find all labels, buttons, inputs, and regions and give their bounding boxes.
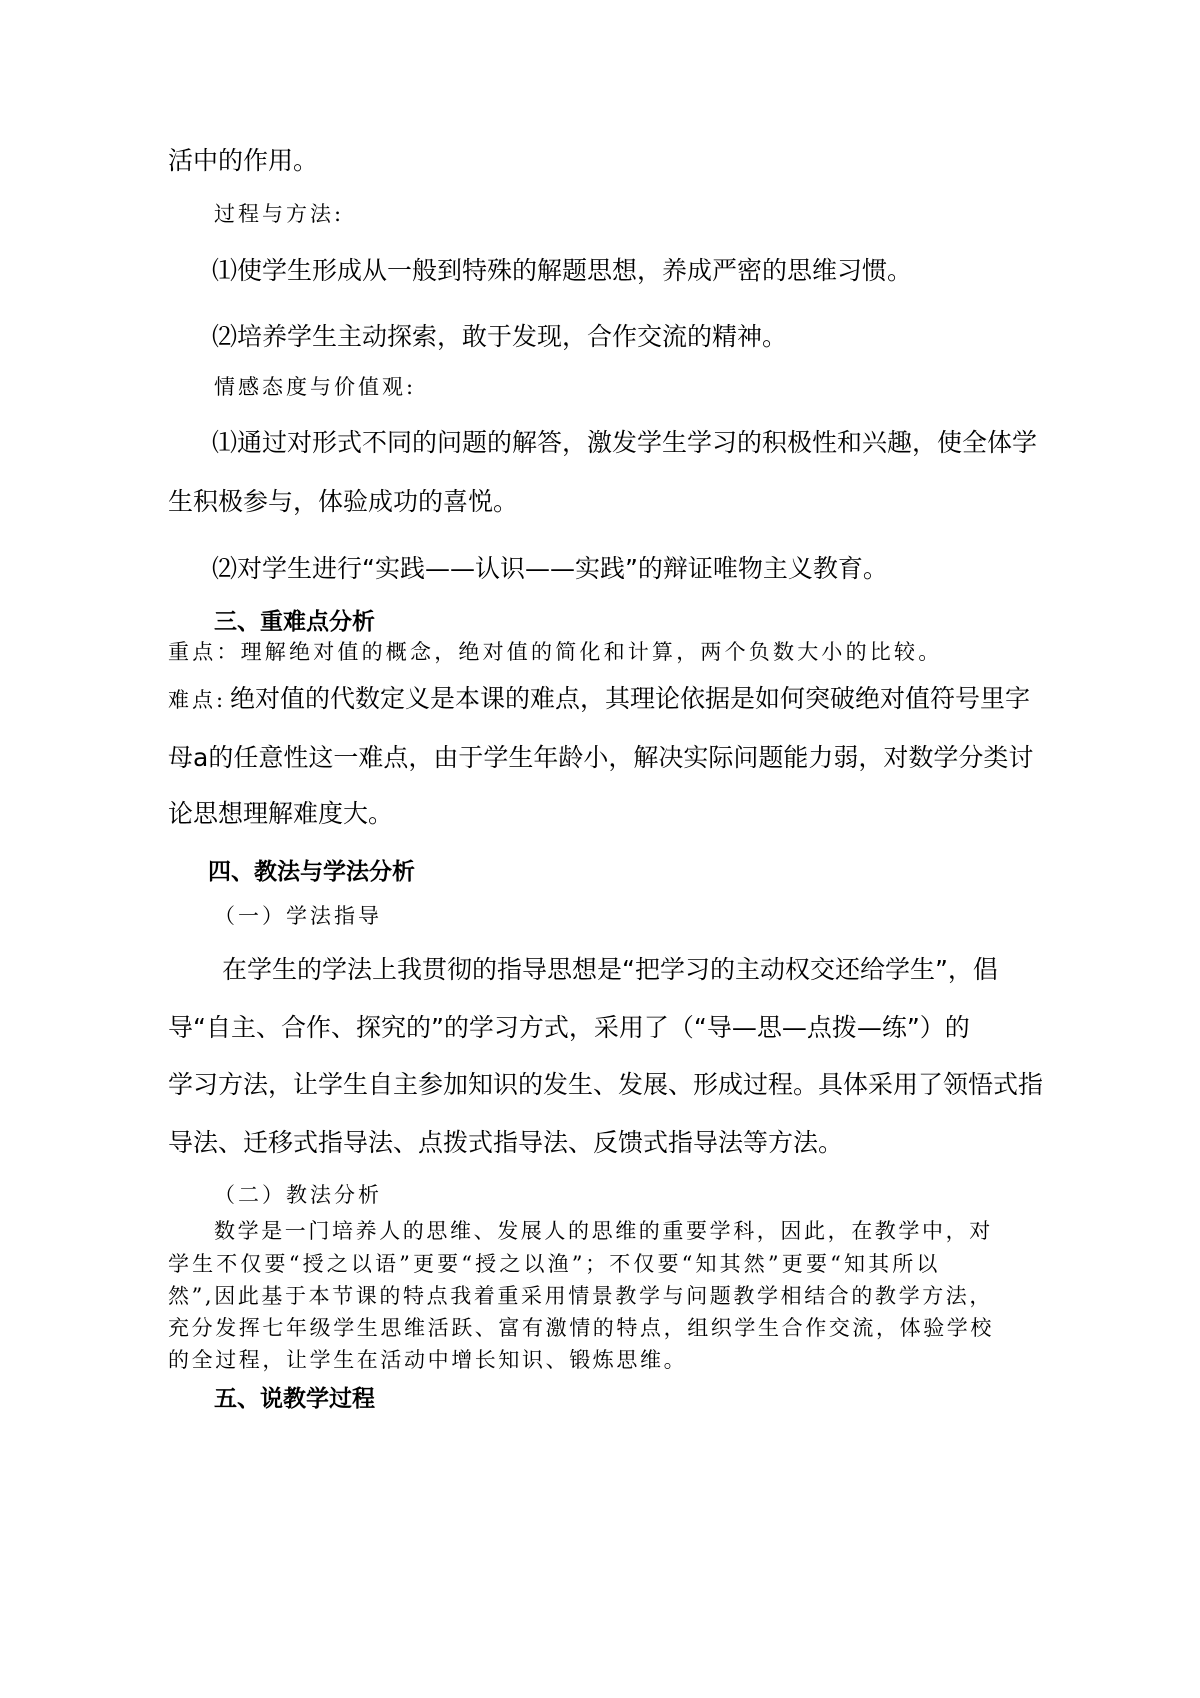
subsection-label: 过程与方法: — [214, 202, 345, 226]
key-point-line: 重点：理解绝对值的概念，绝对值的简化和计算，两个负数大小的比较。 — [168, 640, 943, 664]
paragraph-line: 的全过程，让学生在活动中增长知识、锻炼思维。 — [168, 1348, 688, 1372]
list-item: ⑵对学生进行“实践——认识——实践”的辩证唯物主义教育。 — [212, 554, 888, 583]
paragraph-line: 在学生的学法上我贯彻的指导思想是“把学习的主动权交还给学生”，倡 — [222, 955, 998, 984]
difficulty-label: 难点: — [168, 688, 227, 712]
section-heading: 四、教法与学法分析 — [208, 859, 415, 885]
list-item: ⑴通过对形式不同的问题的解答，激发学生学习的积极性和兴趣，使全体学 — [212, 428, 1038, 457]
section-heading: 三、重难点分析 — [214, 609, 375, 635]
paragraph-line: 导“自主、合作、探究的”的学习方式，采用了（“导—思—点拨—练”）的 — [168, 1013, 970, 1042]
subsection-label: （二）教法分析 — [214, 1183, 382, 1207]
paragraph-line: 绝对值的代数定义是本课的难点，其理论依据是如何突破绝对值符号里字 — [230, 684, 1031, 713]
paragraph-line: 学生不仅要“授之以语”更要“授之以渔”；不仅要“知其然”更要“知其所以 — [168, 1252, 940, 1276]
paragraph-line: 数学是一门培养人的思维、发展人的思维的重要学科，因此，在教学中，对 — [214, 1219, 993, 1243]
paragraph-line: 母a的任意性这一难点，由于学生年龄小，解决实际问题能力弱，对数学分类讨 — [168, 743, 1034, 772]
section-heading: 五、说教学过程 — [214, 1386, 375, 1412]
paragraph-line: 生积极参与，体验成功的喜悦。 — [168, 487, 519, 516]
list-item: ⑴使学生形成从一般到特殊的解题思想，养成严密的思维习惯。 — [212, 256, 913, 285]
subsection-label: （一）学法指导 — [214, 904, 382, 928]
paragraph-line: 导法、迁移式指导法、点拨式指导法、反馈式指导法等方法。 — [168, 1128, 844, 1157]
paragraph-line: 充分发挥七年级学生思维活跃、富有激情的特点，组织学生合作交流，体验学校 — [168, 1316, 994, 1340]
paragraph-line: 然”,因此基于本节课的特点我着重采用情景教学与问题教学相结合的教学方法， — [168, 1284, 994, 1308]
list-item: ⑵培养学生主动探索，敢于发现，合作交流的精神。 — [212, 322, 788, 351]
subsection-label: 情感态度与价值观: — [214, 375, 417, 399]
paragraph-line: 论思想理解难度大。 — [168, 799, 394, 828]
paragraph-line: 活中的作用。 — [168, 146, 319, 175]
paragraph-line: 学习方法，让学生自主参加知识的发生、发展、形成过程。具体采用了领悟式指 — [168, 1070, 1044, 1099]
